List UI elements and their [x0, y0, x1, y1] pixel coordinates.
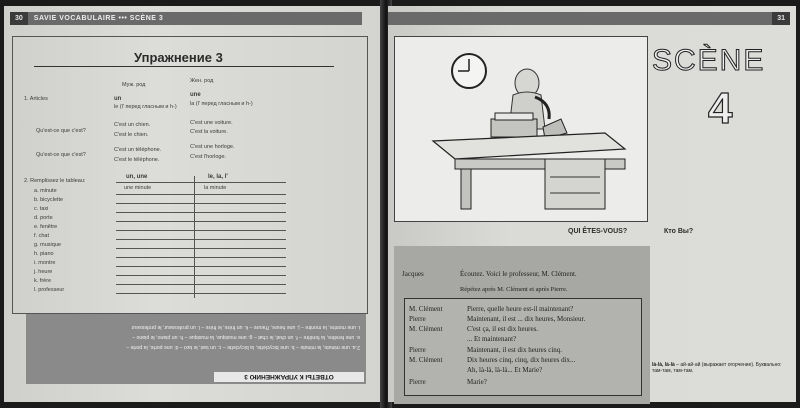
- art-fem-1: une: [190, 92, 201, 98]
- left-page: [4, 6, 384, 402]
- q1-b2: C'est la voiture.: [190, 129, 228, 135]
- answers-line-2: e. une fenêtre, la fenêtre – f. un chat, le chat – g. une musique, la musique – h. un piano, le piano –: [132, 334, 360, 340]
- table-row-line: [116, 230, 286, 231]
- item2-label: 2. Remplissez le tableau:: [24, 178, 86, 184]
- word-item: d. porte: [34, 215, 53, 221]
- table-row-line: [116, 239, 286, 240]
- exercise-title: Упражнение 3: [134, 50, 223, 65]
- intro-line: Écoutez. Voici le professeur, M. Clément.: [460, 270, 577, 278]
- footnote-text: – ай-ай-ай (выражает огорчение). Буквально: там-там, там-там.: [652, 362, 782, 374]
- office-illustration: [394, 36, 648, 222]
- dialogue-line: Maintenant, il est ... dix heures, Monsieur.: [467, 315, 586, 323]
- right-page-header: [388, 12, 790, 25]
- table-header-1: un, une: [126, 174, 148, 180]
- dialogue-line: C'est ça, il est dix heures.: [467, 325, 539, 333]
- scene-number: 4: [708, 84, 733, 133]
- left-page-header-title: SAVIE VOCABULAIRE ••• SCÈNE 3: [33, 15, 164, 22]
- word-item: c. taxi: [34, 206, 49, 212]
- table-row-line: [116, 293, 286, 294]
- col-fem-label: Жен. род: [190, 78, 214, 84]
- table-row-line: [116, 212, 286, 213]
- speaker-label: Pierre: [409, 346, 426, 354]
- left-page-header: [10, 12, 362, 25]
- q2-a2: C'est le téléphone.: [114, 157, 160, 163]
- scene-word: SCÈNE: [652, 44, 766, 77]
- speaker-label: M. Clément: [409, 325, 443, 333]
- table-example-2: la minute: [204, 185, 227, 191]
- answers-line-3: i. une montre, la montre – j. une heure, l'heure – k. un frère, le frère – l. un professeur, le professeur: [131, 324, 360, 330]
- section-heading-fr: QUI ÊTES-VOUS?: [568, 228, 628, 235]
- word-item: e. fenêtre: [34, 224, 58, 230]
- q1-a2: C'est le chien.: [114, 132, 149, 138]
- q2-a1: C'est un téléphone.: [114, 147, 162, 153]
- q1-question: Qu'est-ce que c'est?: [36, 128, 86, 134]
- q1-a1: C'est un chien.: [114, 122, 151, 128]
- intro-speaker: Jacques: [402, 270, 424, 278]
- intro-repeat: Répétez après M. Clément et après Pierre.: [460, 286, 568, 293]
- word-item: j. heure: [34, 269, 53, 275]
- table-row-line: [116, 284, 286, 285]
- footnote: [652, 362, 792, 374]
- table-header-2: le, la, l': [208, 174, 228, 180]
- word-item: k. frère: [34, 278, 52, 284]
- word-item: a. minute: [34, 188, 57, 194]
- table-row-line: [116, 203, 286, 204]
- table-row-line: [116, 221, 286, 222]
- answers-line-1: 2.a. une minute, la minute – b. une bicyclette, la bicyclette – c. un taxi, le taxi – d. une porte, la porte –: [126, 344, 360, 350]
- q2-b2: C'est l'horloge.: [190, 154, 227, 160]
- speaker-label: M. Clément: [409, 356, 443, 364]
- left-page-number: 30: [10, 12, 28, 25]
- q1-b1: C'est une voiture.: [190, 120, 233, 126]
- dialogue-line: Dix heures cinq, cinq, dix heures dix...: [467, 356, 576, 364]
- dialogue-line: Marie?: [467, 378, 487, 386]
- col-masc-label: Муж. род: [122, 82, 146, 88]
- q2-b1: C'est une horloge.: [190, 144, 235, 150]
- word-item: f. chat: [34, 233, 49, 239]
- table-row-line: [116, 257, 286, 258]
- dialogue-line: Pierre, quelle heure est-il maintenant?: [467, 305, 574, 313]
- table-row-line: [116, 266, 286, 267]
- word-item: l. professeur: [34, 287, 65, 293]
- right-page: [388, 6, 796, 402]
- word-item: g. musique: [34, 242, 61, 248]
- word-item: h. piano: [34, 251, 54, 257]
- q2-question: Qu'est-ce que c'est?: [36, 152, 86, 158]
- table-row-line: [116, 248, 286, 249]
- art-masc-2: le (l' перед гласным и h-): [114, 104, 177, 110]
- table-row-line: [116, 275, 286, 276]
- dialogue-line: Maintenant, il est dix heures cinq.: [467, 346, 563, 354]
- speaker-label: M. Clément: [409, 305, 443, 313]
- dialogue-line: Ah, là-là, là-là... Et Marie?: [467, 366, 543, 374]
- dialogue-frame: [404, 298, 642, 396]
- word-item: i. montre: [34, 260, 56, 266]
- word-item: b. bicyclette: [34, 197, 64, 203]
- item1-label: 1. Articles: [24, 96, 48, 102]
- dialogue-box: [394, 246, 650, 404]
- answers-title: ОТВЕТЫ К УПРАЖНЕНИЮ 3: [214, 372, 364, 382]
- table-row-line: [116, 194, 286, 195]
- table-example-1: une minute: [124, 185, 152, 191]
- speaker-label: Pierre: [409, 315, 426, 323]
- dialogue-line: ... Et maintenant?: [467, 335, 517, 343]
- speaker-label: Pierre: [409, 378, 426, 386]
- art-fem-2: la (l' перед гласным и h-): [190, 101, 253, 107]
- footnote-term: là-là, là-là: [652, 362, 675, 368]
- section-heading-ru: Кто Вы?: [664, 228, 694, 235]
- art-masc-1: un: [114, 96, 122, 102]
- table-header-rule: [116, 182, 286, 183]
- secretary-at-desk-image: [395, 37, 647, 221]
- title-rule: [34, 66, 334, 67]
- right-page-number: 31: [772, 12, 790, 25]
